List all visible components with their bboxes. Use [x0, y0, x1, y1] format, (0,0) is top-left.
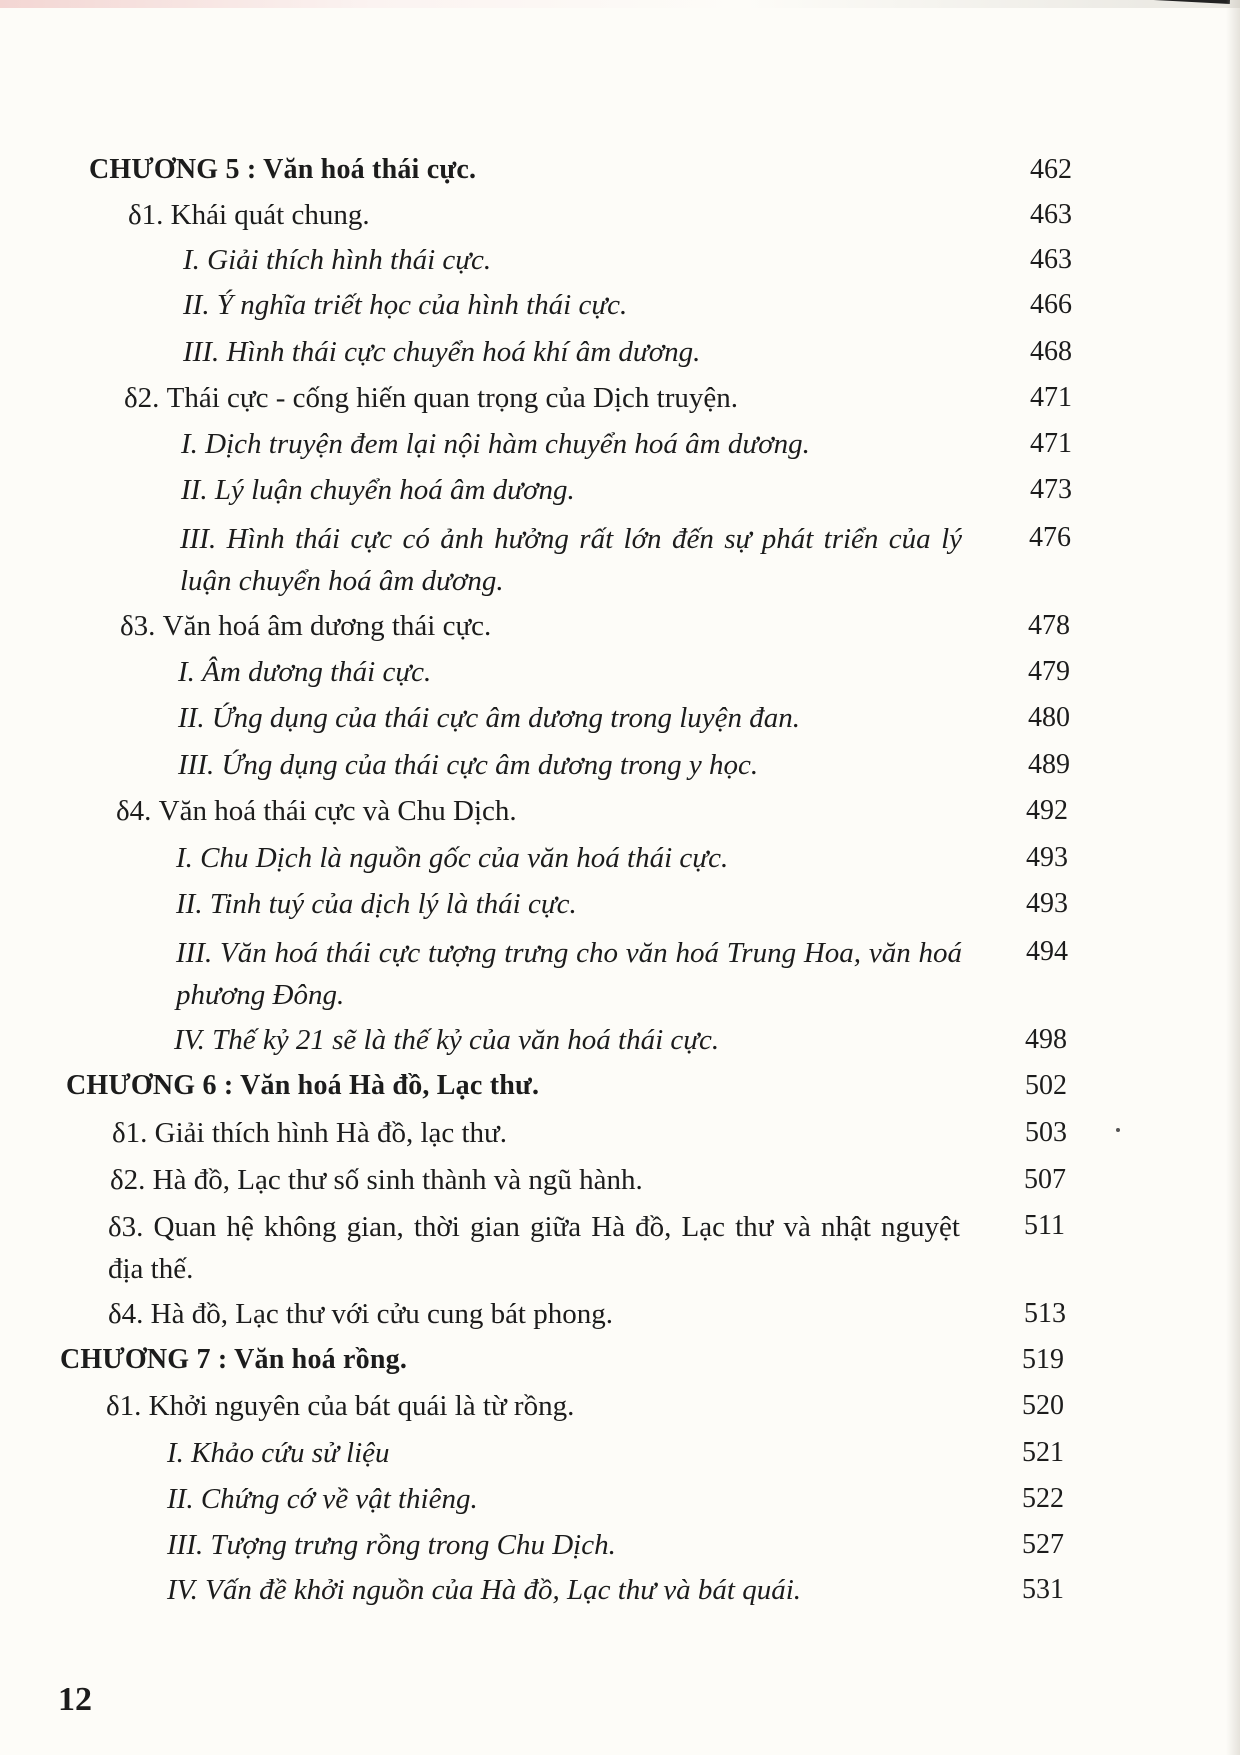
toc-entry-title: δ4. Văn hoá thái cực và Chu Dịch. — [116, 795, 517, 827]
toc-entry-page: 511 — [1024, 1210, 1065, 1241]
toc-entry-page: 479 — [1028, 656, 1070, 687]
toc-entry-title: I. Khảo cứu sử liệu — [167, 1437, 390, 1469]
toc-entry-title: II. Ý nghĩa triết học của hình thái cực. — [183, 289, 628, 321]
toc-entry-title: I. Giải thích hình thái cực. — [183, 244, 492, 276]
toc-entry-title: III. Ứng dụng của thái cực âm dương trong y học. — [178, 749, 759, 781]
toc-entry-page: 502 — [1025, 1070, 1067, 1101]
toc-entry-page: 531 — [1022, 1574, 1064, 1605]
toc-entry-title: IV. Thế kỷ 21 sẽ là thế kỷ của văn hoá thái cực. — [174, 1024, 720, 1056]
toc-entry-title: III. Hình thái cực chuyển hoá khí âm dương. — [183, 336, 701, 368]
toc-entry-title: δ4. Hà đồ, Lạc thư với cửu cung bát phong. — [108, 1298, 613, 1330]
toc-entry-title: δ2. Thái cực - cống hiến quan trọng của Dịch truyện. — [124, 382, 739, 414]
toc-entry-page: 489 — [1028, 749, 1070, 780]
toc-entry-title: II. Lý luận chuyển hoá âm dương. — [181, 474, 575, 506]
toc-entry-page: 476 — [1029, 522, 1071, 553]
toc-entry-title: CHƯƠNG 7 : Văn hoá rồng. — [60, 1344, 408, 1375]
page-number: 12 — [58, 1681, 92, 1718]
toc-entry-title: II. Chứng cớ về vật thiêng. — [167, 1483, 478, 1515]
toc-entry-page: 480 — [1028, 702, 1070, 733]
toc-entry-title: II. Ứng dụng của thái cực âm dương trong luyện đan. — [178, 702, 801, 734]
toc-entry-title: III. Hình thái cực có ảnh hưởng rất lớn đến sự phát triển của lý luận chuyển hoá âm dương. — [180, 523, 962, 597]
toc-entry-title: III. Tượng trưng rồng trong Chu Dịch. — [167, 1529, 616, 1561]
toc-entry-page: 503 — [1025, 1117, 1067, 1148]
toc-entry-page: 527 — [1022, 1529, 1064, 1560]
toc-entry-page: 462 — [1030, 154, 1072, 185]
toc-entry-title: δ2. Hà đồ, Lạc thư số sinh thành và ngũ hành. — [110, 1164, 643, 1196]
toc-entry-page: 463 — [1030, 244, 1072, 275]
toc-entry-title: δ3. Quan hệ không gian, thời gian giữa Hà đồ, Lạc thư và nhật nguyệt địa thế. — [108, 1211, 960, 1285]
toc-entry-page: 471 — [1030, 382, 1072, 413]
toc-entry-page: 507 — [1024, 1164, 1066, 1195]
toc-entry-page: 519 — [1022, 1344, 1064, 1375]
toc-entry-page: 493 — [1026, 888, 1068, 919]
toc-entry-page: 521 — [1022, 1437, 1064, 1468]
toc-entry-page: 494 — [1026, 936, 1068, 967]
toc-entry-page: 493 — [1026, 842, 1068, 873]
toc-entry-page: 522 — [1022, 1483, 1064, 1514]
toc-entry-title: δ3. Văn hoá âm dương thái cực. — [120, 610, 492, 642]
toc-entry-title: δ1. Khái quát chung. — [128, 199, 370, 231]
toc-entry-title: III. Văn hoá thái cực tượng trưng cho văn hoá Trung Hoa, văn hoá phương Đông. — [176, 937, 962, 1011]
toc-entry-page: 466 — [1030, 289, 1072, 320]
toc-entry-title: δ1. Giải thích hình Hà đồ, lạc thư. — [112, 1117, 508, 1149]
toc-entry-page: 498 — [1025, 1024, 1067, 1055]
toc-entry-page: 513 — [1024, 1298, 1066, 1329]
toc-entry-page: 478 — [1028, 610, 1070, 641]
toc-entry-title: I. Dịch truyện đem lại nội hàm chuyển hoá âm dương. — [181, 428, 810, 460]
toc-entry-title: IV. Vấn đề khởi nguồn của Hà đồ, Lạc thư và bát quái. — [167, 1574, 802, 1606]
toc-entry-page: 471 — [1030, 428, 1072, 459]
toc-entry-page: 468 — [1030, 336, 1072, 367]
toc-entry-title: δ1. Khởi nguyên của bát quái là từ rồng. — [106, 1390, 575, 1422]
toc-entry-page: 492 — [1026, 795, 1068, 826]
toc-entry-page: 520 — [1022, 1390, 1064, 1421]
toc-entry-title: CHƯƠNG 6 : Văn hoá Hà đồ, Lạc thư. — [66, 1070, 540, 1101]
toc-entry-title: I. Chu Dịch là nguồn gốc của văn hoá thái cực. — [176, 842, 729, 874]
toc-entry-page: 463 — [1030, 199, 1072, 230]
toc-entry-title: I. Âm dương thái cực. — [178, 656, 432, 688]
toc-entry-page: 473 — [1030, 474, 1072, 505]
toc-entry-title: II. Tinh tuý của dịch lý là thái cực. — [176, 888, 577, 920]
toc-entry-title: CHƯƠNG 5 : Văn hoá thái cực. — [89, 154, 477, 185]
